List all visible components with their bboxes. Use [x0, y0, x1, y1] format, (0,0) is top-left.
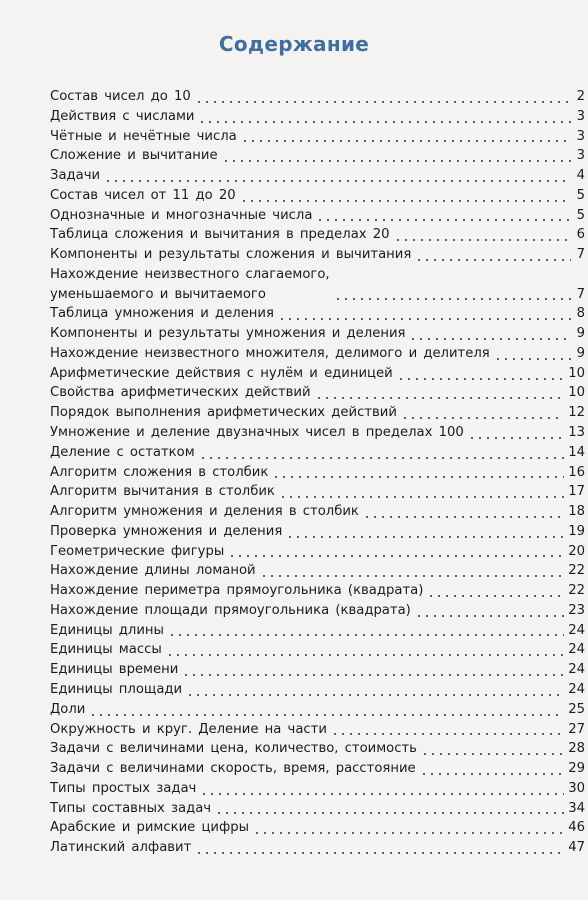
dot-leader	[415, 614, 564, 618]
dot-leader	[198, 120, 571, 124]
toc-entry-label: Нахождение периметра прямоугольника (квадрата)	[50, 583, 424, 599]
toc-entry-label: Задачи	[50, 168, 101, 184]
toc-entry	[50, 146, 585, 166]
dot-leader	[272, 475, 564, 479]
toc-entry-page-number: 14	[568, 444, 585, 460]
toc-entry-label: Деление с остатком	[50, 444, 195, 460]
toc-entry-page-number: 24	[568, 662, 585, 678]
toc-entry	[50, 403, 585, 423]
dot-leader	[415, 258, 571, 262]
toc-entry	[50, 245, 585, 265]
toc-entry	[50, 621, 585, 641]
toc-entry-label-line: Нахождение неизвестного слагаемого,	[50, 266, 330, 282]
toc-entry	[50, 87, 585, 107]
toc-entry	[50, 739, 585, 759]
toc-entry	[50, 522, 585, 542]
dot-leader	[89, 713, 564, 717]
toc-entry-page-number: 27	[568, 721, 585, 737]
toc-entry-label: Арифметические действия с нулём и единицей	[50, 365, 393, 381]
toc-entry-label: Чётные и нечётные числа	[50, 128, 237, 144]
dot-leader	[279, 495, 564, 499]
toc-entry-label	[50, 265, 330, 305]
toc-entry	[50, 818, 585, 838]
toc-entry	[50, 206, 585, 226]
toc-entry-label: Алгоритм умножения и деления в столбик	[50, 504, 359, 520]
toc-entry	[50, 542, 585, 562]
dot-leader	[427, 594, 564, 598]
toc-entry-page-number: 22	[568, 563, 585, 579]
toc-entry-label: Геометрические фигуры	[50, 543, 225, 559]
dot-leader	[316, 218, 571, 222]
dot-leader	[195, 851, 564, 855]
dot-leader	[363, 515, 564, 519]
dot-leader	[182, 673, 564, 677]
toc-entry-label: Задачи с величинами цена, количество, стоимость	[50, 741, 417, 757]
toc-entry	[50, 443, 585, 463]
toc-entry-page-number: 8	[576, 306, 585, 322]
toc-entry-label: Единицы массы	[50, 642, 162, 658]
toc-entry	[50, 601, 585, 621]
dot-leader	[260, 574, 565, 578]
toc-entry	[50, 166, 585, 186]
toc-entry-label: Состав чисел до 10	[50, 88, 191, 104]
toc-entry-page-number: 16	[568, 464, 585, 480]
toc-entry-page-number: 19	[568, 523, 585, 539]
dot-leader	[494, 357, 571, 361]
dot-leader	[278, 317, 571, 321]
toc-entry-label: Единицы времени	[50, 662, 179, 678]
toc-entry-label: Состав чисел от 11 до 20	[50, 187, 236, 203]
toc-entry	[50, 344, 585, 364]
toc-entry-page-number: 6	[576, 227, 585, 243]
dot-leader	[241, 139, 571, 143]
toc-entry-label: Окружность и круг. Деление на части	[50, 721, 327, 737]
dot-leader	[222, 159, 571, 163]
toc-entry-page-number: 24	[568, 681, 585, 697]
toc-entry	[50, 680, 585, 700]
toc-entry	[50, 799, 585, 819]
toc-entry-page-number: 24	[568, 622, 585, 638]
toc-entry	[50, 561, 585, 581]
toc-entry-label: Доли	[50, 701, 86, 717]
toc-entry-page-number: 46	[568, 820, 585, 836]
toc-entry-page-number: 10	[568, 365, 585, 381]
toc-entry-label: Нахождение площади прямоугольника (квадрата)	[50, 602, 411, 618]
toc-entry-page-number: 25	[568, 701, 585, 717]
toc-entry	[50, 127, 585, 147]
toc-entry-label: Свойства арифметических действий	[50, 385, 311, 401]
toc-entry	[50, 107, 585, 127]
toc-entry-label: Однозначные и многозначные числа	[50, 207, 313, 223]
dot-leader	[334, 297, 571, 301]
dot-leader	[397, 377, 564, 381]
dot-leader	[401, 416, 564, 420]
toc-entry-label: Проверка умножения и деления	[50, 523, 283, 539]
toc-entry-label: Сложение и вычитание	[50, 148, 218, 164]
toc-entry-page-number: 34	[568, 800, 585, 816]
toc-entry-page-number: 3	[576, 108, 585, 124]
toc-entry-page-number: 4	[576, 168, 585, 184]
toc-entry	[50, 838, 585, 858]
toc-entry	[50, 482, 585, 502]
dot-leader	[286, 535, 564, 539]
toc-entry-page-number: 5	[576, 187, 585, 203]
toc-entry-label: Действия с числами	[50, 108, 195, 124]
toc-entry-label: Задачи с величинами скорость, время, расстояние	[50, 761, 416, 777]
toc-entry-page-number: 28	[568, 741, 585, 757]
dot-leader	[253, 831, 564, 835]
toc-entry-page-number: 7	[576, 247, 585, 263]
toc-entry	[50, 660, 585, 680]
dot-leader	[199, 456, 565, 460]
toc-entry-label: Алгоритм сложения в столбик	[50, 464, 269, 480]
toc-entry-page-number: 3	[576, 128, 585, 144]
toc-entry-page-number: 5	[576, 207, 585, 223]
toc-entry-label: Нахождение длины ломаной	[50, 563, 256, 579]
toc-entry-label: Таблица умножения и деления	[50, 306, 274, 322]
table-of-contents	[50, 87, 585, 858]
page-title: Содержание	[218, 32, 370, 56]
toc-entry-page-number: 18	[568, 504, 585, 520]
toc-entry-page-number: 9	[576, 345, 585, 361]
dot-leader	[200, 792, 564, 796]
dot-leader	[166, 653, 564, 657]
toc-entry	[50, 779, 585, 799]
toc-entry-label: Компоненты и результаты умножения и деления	[50, 326, 406, 342]
toc-entry-label: Единицы площади	[50, 681, 183, 697]
toc-entry-page-number: 3	[576, 148, 585, 164]
toc-entry-label: Арабские и римские цифры	[50, 820, 250, 836]
toc-entry	[50, 423, 585, 443]
dot-leader	[315, 396, 565, 400]
toc-entry-label-line: уменьшаемого и вычитаемого	[50, 286, 266, 302]
toc-entry-label: Алгоритм вычитания в столбик	[50, 484, 275, 500]
toc-entry-label: Умножение и деление двузначных чисел в пределах 100	[50, 425, 464, 441]
dot-leader	[240, 199, 571, 203]
toc-entry	[50, 463, 585, 483]
toc-entry	[50, 384, 585, 404]
dot-leader	[409, 337, 571, 341]
toc-entry	[50, 759, 585, 779]
dot-leader	[215, 811, 564, 815]
toc-entry-label: Компоненты и результаты сложения и вычитания	[50, 247, 412, 263]
toc-entry-page-number: 9	[576, 326, 585, 342]
toc-entry	[50, 265, 585, 305]
dot-leader	[331, 732, 564, 736]
toc-entry	[50, 720, 585, 740]
dot-leader	[420, 772, 565, 776]
toc-entry	[50, 186, 585, 206]
dot-leader	[104, 179, 571, 183]
dot-leader	[195, 100, 571, 104]
toc-entry-label: Латинский алфавит	[50, 840, 192, 856]
toc-entry	[50, 581, 585, 601]
toc-entry	[50, 700, 585, 720]
dot-leader	[421, 752, 564, 756]
toc-entry-label: Типы составных задач	[50, 800, 212, 816]
toc-entry-page-number: 22	[568, 583, 585, 599]
toc-entry-label: Единицы длины	[50, 622, 164, 638]
toc-entry-page-number: 23	[568, 602, 585, 618]
toc-entry-label: Нахождение неизвестного множителя, делимого и делителя	[50, 345, 490, 361]
toc-entry	[50, 640, 585, 660]
toc-entry-page-number: 13	[568, 425, 585, 441]
dot-leader	[168, 633, 564, 637]
toc-entry-page-number: 30	[568, 780, 585, 796]
toc-entry-page-number: 12	[568, 405, 585, 421]
toc-entry-page-number: 20	[568, 543, 585, 559]
toc-entry	[50, 502, 585, 522]
toc-entry-label: Типы простых задач	[50, 780, 197, 796]
dot-leader	[468, 436, 564, 440]
toc-entry-page-number: 29	[568, 761, 585, 777]
toc-entry	[50, 225, 585, 245]
toc-entry	[50, 364, 585, 384]
dot-leader	[228, 554, 564, 558]
dot-leader	[186, 693, 564, 697]
toc-entry	[50, 324, 585, 344]
dot-leader	[394, 238, 571, 242]
toc-entry-page-number: 17	[568, 484, 585, 500]
toc-entry-page-number: 24	[568, 642, 585, 658]
toc-entry-page-number: 7	[576, 286, 585, 302]
toc-entry	[50, 304, 585, 324]
toc-entry-page-number: 47	[568, 840, 585, 856]
toc-entry-page-number: 10	[568, 385, 585, 401]
toc-entry-label: Порядок выполнения арифметических действий	[50, 405, 397, 421]
toc-entry-label: Таблица сложения и вычитания в пределах 20	[50, 227, 390, 243]
toc-entry-page-number: 2	[576, 88, 585, 104]
